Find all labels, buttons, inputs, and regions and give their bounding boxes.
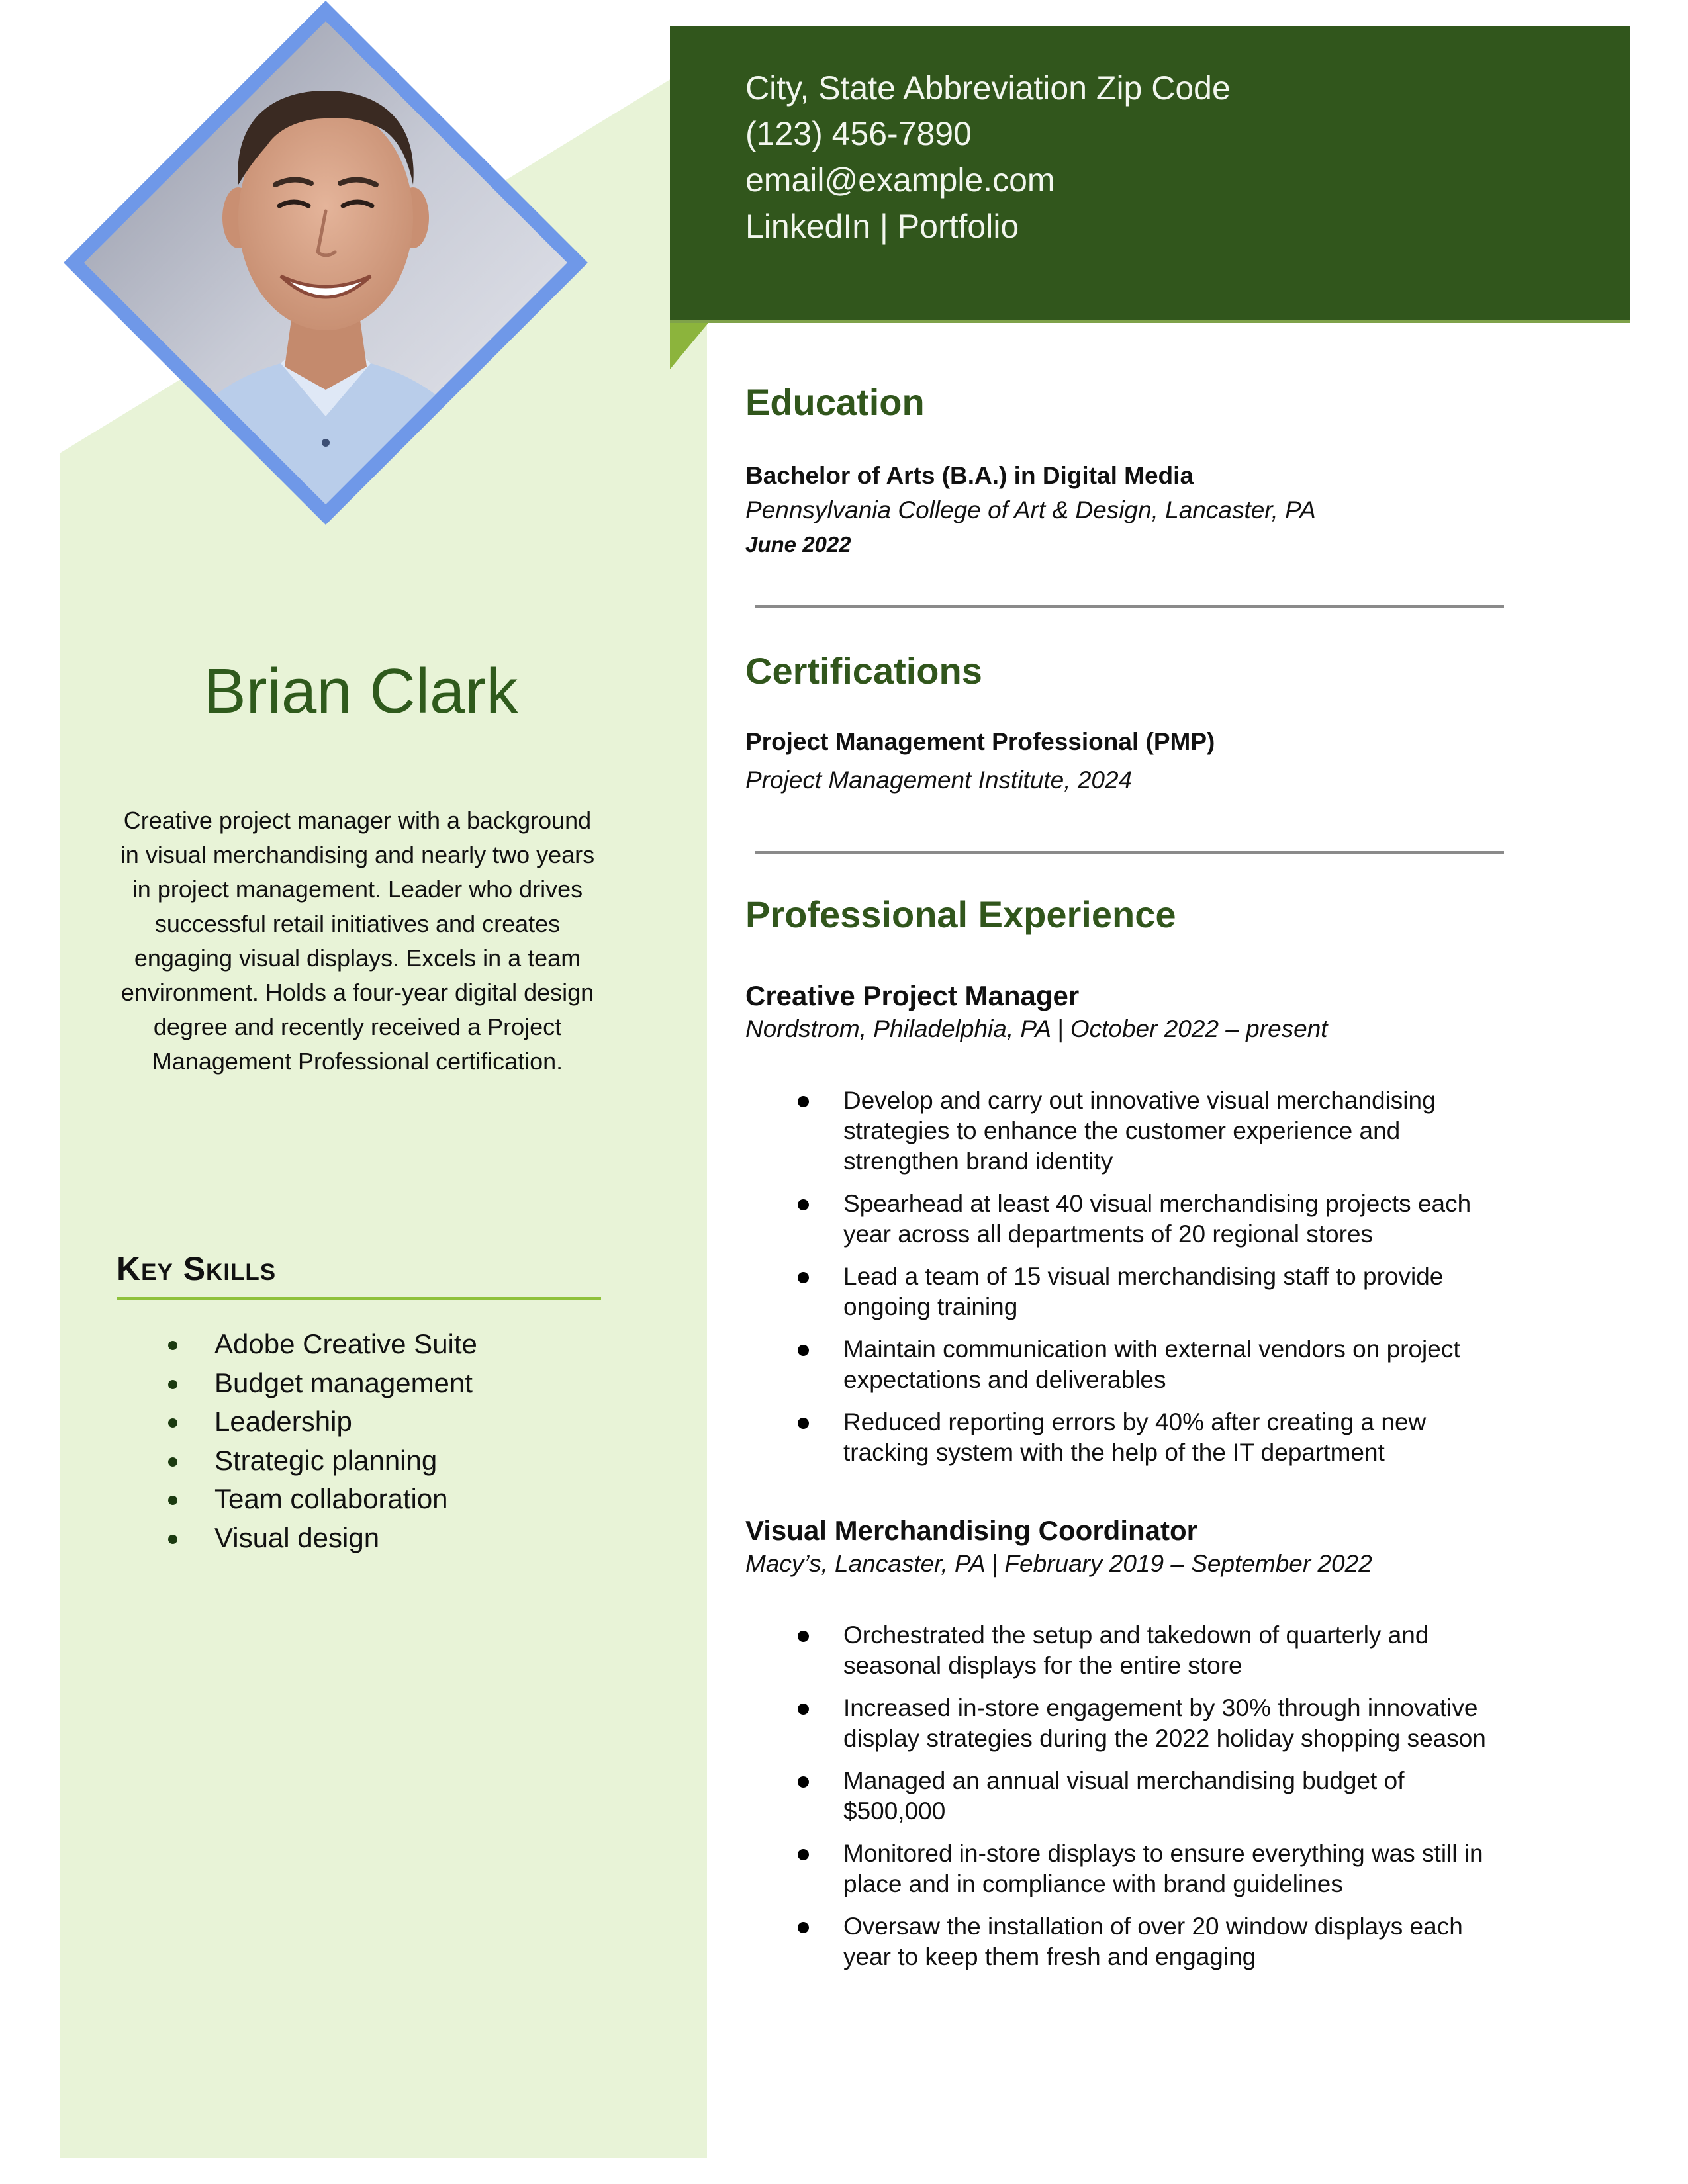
certification-issuer: Project Management Institute, 2024: [745, 766, 1133, 794]
job-bullet: Develop and carry out innovative visual merchandising strategies to enhance the customer experience and strengthen brand identity: [745, 1085, 1513, 1177]
job-meta: Nordstrom, Philadelphia, PA | October 2022 – present: [745, 1015, 1328, 1042]
job-bullet: Spearhead at least 40 visual merchandising projects each year across all departments of 20 regional stores: [745, 1189, 1513, 1250]
contact-phone: (123) 456-7890: [745, 115, 972, 152]
header-fold-accent: [670, 323, 708, 369]
job-bullets: [745, 1085, 1513, 1480]
job-meta: Macy’s, Lancaster, PA | February 2019 – September 2022: [745, 1550, 1372, 1577]
job-bullet: Managed an annual visual merchandising budget of $500,000: [745, 1766, 1513, 1827]
job-bullets: [745, 1620, 1513, 1984]
certification-name: Project Management Professional (PMP): [745, 728, 1215, 755]
contact-address: City, State Abbreviation Zip Code: [745, 69, 1231, 107]
skill-item: Team collaboration: [117, 1480, 477, 1519]
candidate-name: Brian Clark: [203, 656, 518, 727]
skill-item: Budget management: [117, 1364, 477, 1403]
job-bullet: Increased in-store engagement by 30% through innovative display strategies during the 2022 holiday shopping season: [745, 1693, 1513, 1754]
skill-item: Adobe Creative Suite: [117, 1325, 477, 1364]
profile-summary: Creative project manager with a background in visual merchandising and nearly two years in project management. Leader who drives successful retail initiatives and creates engaging visual displays. Excels in a team environment. Holds a four-year digital design degree and recently received a Project Management Professional certification.: [120, 807, 595, 1075]
skill-item: Leadership: [117, 1402, 477, 1441]
skill-item: Visual design: [117, 1519, 477, 1558]
job-bullet: Maintain communication with external vendors on project expectations and deliverables: [745, 1334, 1513, 1395]
contact-links[interactable]: LinkedIn | Portfolio: [745, 208, 1019, 245]
education-date: June 2022: [745, 532, 851, 557]
job-bullet: Monitored in-store displays to ensure everything was still in place and in compliance with brand guidelines: [745, 1839, 1513, 1899]
certifications-heading: Certifications: [745, 650, 982, 692]
section-divider: [755, 605, 1504, 608]
job-title: Visual Merchandising Coordinator: [745, 1515, 1197, 1546]
experience-heading: Professional Experience: [745, 893, 1176, 935]
education-heading: Education: [745, 381, 925, 423]
section-divider: [755, 851, 1504, 854]
job-bullet: Orchestrated the setup and takedown of quarterly and seasonal displays for the entire store: [745, 1620, 1513, 1681]
contact-email[interactable]: email@example.com: [745, 161, 1055, 199]
job-bullet: Reduced reporting errors by 40% after creating a new tracking system with the help of the IT department: [745, 1407, 1513, 1468]
job-bullet: Oversaw the installation of over 20 window displays each year to keep them fresh and engaging: [745, 1911, 1513, 1972]
education-degree: Bachelor of Arts (B.A.) in Digital Media: [745, 462, 1194, 489]
skills-divider: [117, 1297, 601, 1300]
contact-header: [670, 26, 1630, 323]
job-title: Creative Project Manager: [745, 980, 1080, 1011]
skill-item: Strategic planning: [117, 1441, 477, 1480]
job-bullet: Lead a team of 15 visual merchandising staff to provide ongoing training: [745, 1261, 1513, 1322]
skills-list: [117, 1325, 477, 1557]
skills-heading: Key Skills: [117, 1250, 277, 1287]
education-school: Pennsylvania College of Art & Design, Lancaster, PA: [745, 496, 1316, 523]
